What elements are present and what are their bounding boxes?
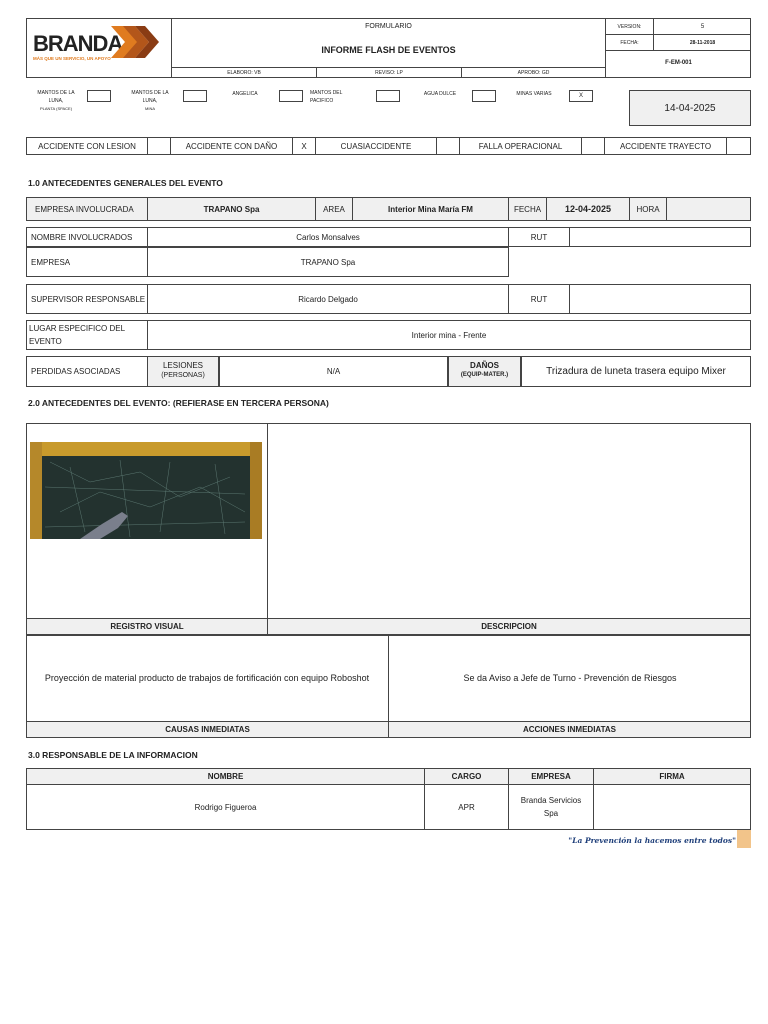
fecha-event-value: 12-04-2025 bbox=[546, 197, 630, 221]
event-type-checkbox[interactable] bbox=[581, 137, 605, 155]
form-label: FORMULARIO bbox=[365, 22, 412, 30]
danos-value: Trizadura de luneta trasera equipo Mixer bbox=[521, 356, 751, 387]
area-value: Interior Mina María FM bbox=[352, 197, 509, 221]
site-checkbox[interactable] bbox=[183, 90, 207, 102]
logo-tagline: MÁS QUE UN SERVICIO, UN APOYO bbox=[33, 56, 111, 61]
rut-value bbox=[569, 227, 751, 247]
lugar-label: LUGAR ESPECIFICO DEL EVENTO bbox=[29, 324, 126, 346]
event-type-checkbox[interactable]: X bbox=[292, 137, 316, 155]
responsable-firma[interactable] bbox=[593, 784, 751, 830]
event-type-checkbox[interactable] bbox=[436, 137, 460, 155]
table-header-firma: FIRMA bbox=[593, 768, 751, 785]
hora-value bbox=[666, 197, 751, 221]
table-header-empresa: EMPRESA bbox=[508, 768, 594, 785]
responsable-empresa: Branda Servicios Spa bbox=[508, 784, 594, 830]
aprobo: APROBO: GD bbox=[517, 69, 550, 76]
section2-title: 2.0 ANTECEDENTES DEL EVENTO: (REFIERASE EN TERCERA PERSONA) bbox=[28, 398, 329, 408]
acciones-label: ACCIONES INMEDIATAS bbox=[388, 721, 751, 738]
site-checkbox[interactable] bbox=[376, 90, 400, 102]
site-checkbox[interactable] bbox=[279, 90, 303, 102]
descripcion-label: DESCRIPCION bbox=[267, 618, 751, 635]
site-checkbox[interactable] bbox=[87, 90, 111, 102]
fecha-label: FECHA: bbox=[620, 39, 639, 46]
broken-window-image bbox=[30, 442, 262, 539]
fecha-event-label: FECHA bbox=[513, 204, 542, 214]
event-type-label: FALLA OPERACIONAL bbox=[478, 141, 563, 151]
report-date: 14-04-2025 bbox=[629, 90, 751, 126]
fecha-value: 28-11-2018 bbox=[689, 39, 716, 46]
logo bbox=[28, 20, 170, 68]
event-type-checkbox[interactable] bbox=[147, 137, 171, 155]
version-value: 5 bbox=[700, 23, 705, 30]
causas-label: CAUSAS INMEDIATAS bbox=[26, 721, 389, 738]
event-type-label: ACCIDENTE CON DAÑO bbox=[185, 141, 278, 151]
empresa-involucrada-label: EMPRESA INVOLUCRADA bbox=[35, 204, 134, 214]
elaboro: ELABORO: VB bbox=[227, 69, 261, 76]
event-type-checkbox[interactable] bbox=[726, 137, 751, 155]
site-option: ANGELICA bbox=[232, 91, 258, 97]
rut-label: RUT bbox=[530, 294, 548, 304]
hora-label: HORA bbox=[636, 204, 660, 214]
site-checkbox[interactable]: X bbox=[569, 90, 593, 102]
acciones-value: Se da Aviso a Jefe de Turno - Prevención de Riesgos bbox=[463, 672, 677, 683]
document-code: F-EM-001 bbox=[665, 60, 692, 66]
empresa-label: EMPRESA bbox=[31, 257, 71, 267]
lugar-value: Interior mina - Frente bbox=[147, 320, 751, 350]
rut-value bbox=[569, 284, 751, 314]
site-option: AGUA DULCE bbox=[423, 91, 457, 97]
responsable-cargo: APR bbox=[424, 784, 509, 830]
site-option: MANTOS DE LA LUNA, PLANTA (SPACE) bbox=[37, 90, 75, 111]
causas-value: Proyección de material producto de trabajos de fortificación con equipo Roboshot bbox=[44, 672, 370, 683]
logo-text: BRANDA bbox=[33, 31, 123, 56]
site-option: MANTOS DE LA LUNA, MINA bbox=[131, 90, 169, 111]
supervisor-value: Ricardo Delgado bbox=[147, 284, 509, 314]
rut-label: RUT bbox=[530, 232, 548, 242]
table-header-cargo: CARGO bbox=[424, 768, 509, 785]
table-header-nombre: NOMBRE bbox=[26, 768, 425, 785]
reviso: REVISO: LP bbox=[375, 69, 403, 76]
registro-visual-photo bbox=[30, 442, 262, 539]
nombre-value: Carlos Monsalves bbox=[147, 227, 509, 247]
empresa-involucrada-value: TRAPANO Spa bbox=[147, 197, 316, 221]
nombre-label: NOMBRE INVOLUCRADOS bbox=[31, 232, 133, 242]
registro-visual-label: REGISTRO VISUAL bbox=[26, 618, 268, 635]
event-type-label: CUASIACCIDENTE bbox=[340, 141, 412, 151]
version-label: VERSION: bbox=[617, 23, 642, 30]
lesiones-value: N/A bbox=[219, 356, 448, 387]
footer-logo-icon bbox=[737, 830, 751, 848]
lesiones-label: LESIONES (PERSONAS) bbox=[147, 356, 219, 387]
site-option: MINAS VARIAS bbox=[516, 91, 552, 97]
form-title: INFORME FLASH DE EVENTOS bbox=[321, 45, 456, 55]
section3-title: 3.0 RESPONSABLE DE LA INFORMACION bbox=[28, 750, 198, 760]
supervisor-label: SUPERVISOR RESPONSABLE bbox=[31, 294, 146, 304]
site-checkbox[interactable] bbox=[472, 90, 496, 102]
empresa-value: TRAPANO Spa bbox=[147, 247, 509, 277]
event-type-label: ACCIDENTE TRAYECTO bbox=[619, 141, 712, 151]
logo-chevrons-icon bbox=[111, 26, 161, 58]
area-label: AREA bbox=[323, 204, 345, 214]
footer-slogan: "La Prevención la hacemos entre todos" bbox=[568, 836, 736, 845]
responsable-nombre: Rodrigo Figueroa bbox=[26, 784, 425, 830]
section1-title: 1.0 ANTECEDENTES GENERALES DEL EVENTO bbox=[28, 178, 223, 188]
site-option: MANTOS DEL PACIFICO bbox=[310, 90, 343, 104]
descripcion-value bbox=[272, 430, 746, 610]
event-type-label: ACCIDENTE CON LESION bbox=[38, 141, 136, 151]
danos-label: DAÑOS (EQUIP-MATER.) bbox=[448, 356, 521, 387]
perdidas-label: PERDIDAS ASOCIADAS bbox=[31, 367, 121, 376]
